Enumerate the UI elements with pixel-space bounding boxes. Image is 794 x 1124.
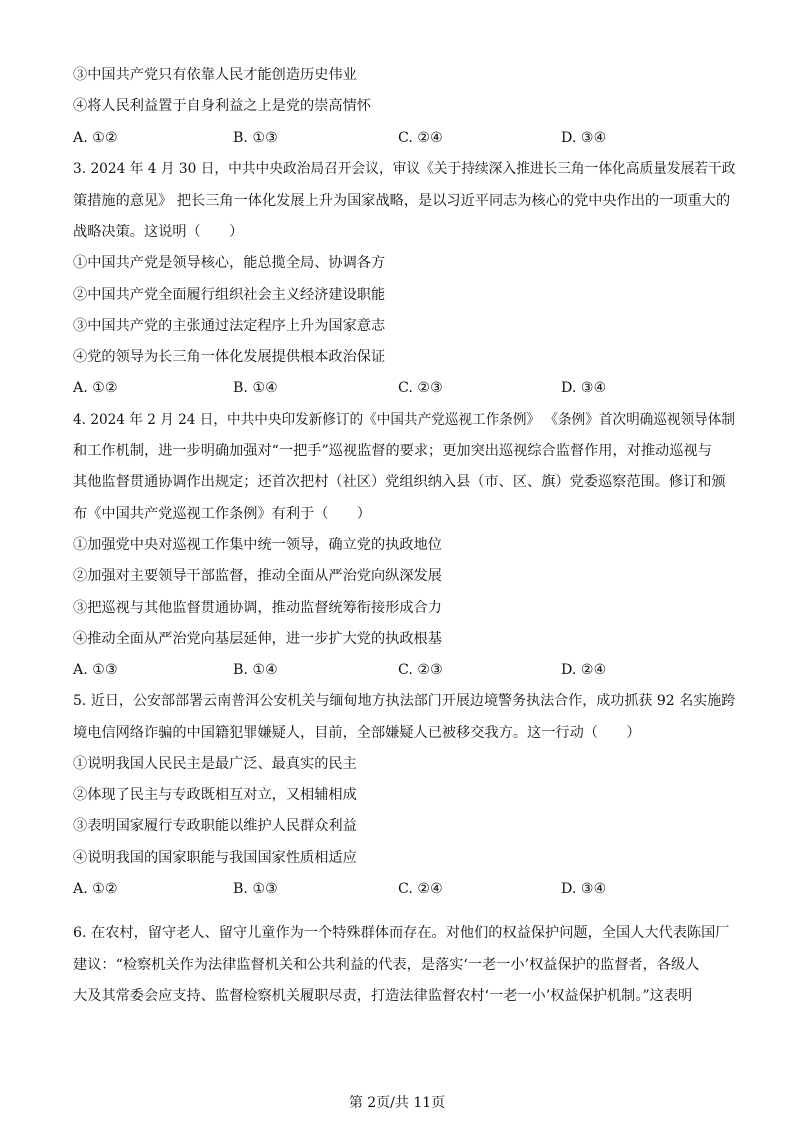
- q4-stem-line-3: 其他监督贯通协调作出规定；还首次把村（社区）党组织纳入县（市、区、旗）党委巡察范围。修订和颁: [73, 474, 726, 490]
- q5-stem-line-1: 5. 近日，公安部部署云南普洱公安机关与缅甸地方执法部门开展边境警务执法合作，成功抓获 92 名实施跨: [73, 693, 736, 709]
- q6-stem-line-3: 大及其常委会应支持、监督检察机关履职尽责，打造法律监督农村‘一老一小’权益保护机制。”这表明: [73, 988, 693, 1004]
- q3-option-d: D. ③④: [561, 380, 607, 396]
- q4-option-b: B. ①④: [233, 662, 278, 678]
- q5-item-1: ①说明我国人民民主是最广泛、最真实的民主: [73, 756, 357, 772]
- q2-option-a: A. ①②: [73, 130, 118, 146]
- q2-option-b: B. ①③: [233, 130, 278, 146]
- q2-item-4: ④将人民利益置于自身利益之上是党的崇高情怀: [73, 98, 371, 114]
- q4-option-c: C. ②③: [398, 662, 443, 678]
- q5-option-b: B. ①③: [233, 881, 278, 897]
- q4-stem-line-1: 4. 2024 年 2 月 24 日，中共中央印发新修订的《中国共产党巡视工作条例》 《条例》首次明确巡视领导体制: [73, 412, 735, 428]
- q5-option-d: D. ③④: [561, 881, 607, 897]
- q4-item-4: ④推动全面从严治党向基层延伸，进一步扩大党的执政根基: [73, 631, 442, 647]
- q3-item-3: ③中国共产党的主张通过法定程序上升为国家意志: [73, 318, 386, 334]
- q2-option-c: C. ②④: [398, 130, 443, 146]
- q4-item-1: ①加强党中央对巡视工作集中统一领导，确立党的执政地位: [73, 537, 442, 553]
- q4-item-2: ②加强对主要领导干部监督，推动全面从严治党向纵深发展: [73, 568, 442, 584]
- q6-stem-line-2: 建议：“检察机关作为法律监督机关和公共利益的代表，是落实‘一老一小’权益保护的监督者，各级人: [73, 957, 700, 973]
- q4-stem-line-4: 布《中国共产党巡视工作条例》有利于（ ）: [73, 506, 371, 522]
- q5-stem-line-2: 境电信网络诈骗的中国籍犯罪嫌疑人，目前，全部嫌疑人已被移交我方。这一行动（ ）: [73, 725, 641, 741]
- q4-option-a: A. ①③: [73, 662, 118, 678]
- q4-item-3: ③把巡视与其他监督贯通协调，推动监督统筹衔接形成合力: [73, 600, 442, 616]
- q5-item-3: ③表明国家履行专政职能以维护人民群众利益: [73, 818, 357, 834]
- q3-option-a: A. ①②: [73, 380, 118, 396]
- q5-option-c: C. ②④: [398, 881, 443, 897]
- q3-option-b: B. ①④: [233, 380, 278, 396]
- q4-option-d: D. ②④: [561, 662, 607, 678]
- q3-stem-line-2: 策措施的意见》 把长三角一体化发展上升为国家战略，是以习近平同志为核心的党中央作出的一项重大的: [73, 193, 731, 209]
- q3-item-2: ②中国共产党全面履行组织社会主义经济建设职能: [73, 287, 386, 303]
- q2-option-d: D. ③④: [561, 130, 607, 146]
- q3-item-4: ④党的领导为长三角一体化发展提供根本政治保证: [73, 349, 386, 365]
- page-number: 第 2页/共 11页: [348, 1095, 446, 1111]
- q2-item-3: ③中国共产党只有依靠人民才能创造历史伟业: [73, 67, 357, 83]
- q5-item-2: ②体现了民主与专政既相互对立，又相辅相成: [73, 787, 357, 803]
- q3-option-c: C. ②③: [398, 380, 443, 396]
- q3-item-1: ①中国共产党是领导核心，能总揽全局、协调各方: [73, 255, 386, 271]
- q3-stem-line-3: 战略决策。这说明（ ）: [73, 224, 244, 240]
- q6-stem-line-1: 6. 在农村，留守老人、留守儿童作为一个特殊群体而存在。对他们的权益保护问题，全国人大代表陈国厂: [73, 925, 730, 941]
- q3-stem-line-1: 3. 2024 年 4 月 30 日，中共中央政治局召开会议，审议《关于持续深入推进长三角一体化高质量发展若干政: [73, 161, 736, 177]
- q4-stem-line-2: 和工作机制，进一步明确加强对“一把手”巡视监督的要求；更加突出巡视综合监督作用，对推动巡视与: [73, 443, 712, 459]
- q5-item-4: ④说明我国的国家职能与我国国家性质相适应: [73, 850, 357, 866]
- q5-option-a: A. ①②: [73, 881, 118, 897]
